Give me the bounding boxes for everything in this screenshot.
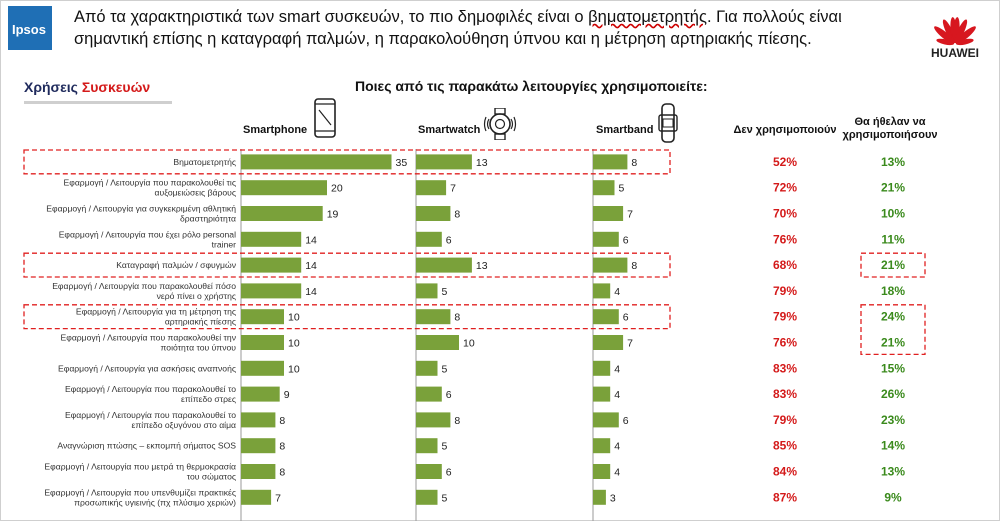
bar-smartwatch	[416, 283, 438, 298]
bar-value-smartwatch: 8	[454, 414, 461, 427]
not-used-pct: 83%	[772, 361, 798, 376]
bar-value-smartwatch: 5	[441, 285, 448, 298]
bar-smartband	[593, 206, 623, 221]
bar-value-smartwatch: 8	[454, 208, 461, 221]
bar-smartwatch	[416, 258, 472, 273]
row-label: Εφαρμογή / Λειτουργία που παρακολουθεί το	[64, 384, 236, 395]
not-used-pct: 52%	[772, 154, 798, 169]
row-label: αρτηριακής πίεσης	[164, 316, 236, 327]
bar-value-smartband: 8	[631, 260, 638, 273]
not-used-pct: 85%	[772, 438, 798, 453]
would-like-pct: 23%	[880, 412, 906, 427]
row-label: Βηματομετρητής	[173, 156, 236, 167]
bar-smartband	[593, 464, 610, 479]
bar-value-smartphone: 19	[326, 208, 339, 221]
bar-smartband	[593, 180, 615, 195]
not-used-pct: 76%	[772, 335, 798, 350]
bar-smartband	[593, 232, 619, 247]
bar-smartband	[593, 283, 610, 298]
bar-smartband	[593, 309, 619, 324]
bar-value-smartband: 3	[609, 492, 616, 505]
bar-value-smartphone: 8	[279, 440, 286, 453]
not-used-pct: 76%	[772, 232, 798, 247]
would-like-pct: 14%	[880, 438, 906, 453]
bar-smartwatch	[416, 154, 472, 169]
bar-smartband	[593, 335, 623, 350]
bar-value-smartband: 7	[627, 208, 633, 221]
bar-smartband	[593, 412, 619, 427]
bar-value-smartwatch: 7	[450, 182, 456, 195]
bar-value-smartband: 6	[622, 234, 629, 247]
not-used-pct: 79%	[772, 309, 798, 324]
headline-part-3: . Για πολλούς είναι σημαντική επίσης η καταγραφή παλμών, η παρακολούθηση ύπνου και η μέτρηση αρτηριακής πίεσης.	[74, 8, 842, 48]
not-used-pct: 79%	[772, 412, 798, 427]
bar-smartphone	[241, 490, 271, 505]
bar-value-smartphone: 10	[288, 337, 300, 350]
section-title-part-1: Χρήσεις	[24, 79, 82, 95]
row-label: του σώματος	[186, 471, 236, 482]
bar-smartwatch	[416, 206, 450, 221]
bar-value-smartband: 6	[622, 311, 629, 324]
not-used-pct: 70%	[772, 206, 798, 221]
bar-smartwatch	[416, 232, 442, 247]
bar-value-smartband: 4	[614, 285, 621, 298]
would-like-pct: 10%	[880, 206, 906, 221]
bar-value-smartwatch: 6	[445, 389, 452, 402]
bar-smartwatch	[416, 180, 446, 195]
row-label: Εφαρμογή / Λειτουργία που παρακολουθεί το	[64, 409, 236, 420]
would-like-pct: 21%	[880, 180, 906, 195]
row-label: επίπεδο στρες	[181, 394, 236, 405]
row-label: Εφαρμογή / Λειτουργία για τη μέτρηση της	[75, 306, 236, 317]
col-header-smartband: Smartband	[596, 124, 654, 136]
col-header-smartphone: Smartphone	[243, 124, 308, 136]
bar-smartphone	[241, 283, 301, 298]
bar-smartphone	[241, 180, 327, 195]
bar-smartwatch	[416, 309, 450, 324]
would-like-pct: 13%	[880, 464, 906, 479]
would-like-pct: 15%	[880, 361, 906, 376]
row-label: επίπεδο οξυγόνου στο αίμα	[131, 419, 236, 430]
row-label: προσωπικής υγιεινής (πχ πλύσιμο χεριών)	[74, 497, 236, 508]
bar-value-smartphone: 9	[283, 389, 290, 402]
section-title-part-2: Συσκευών	[81, 79, 151, 95]
bar-smartphone	[241, 438, 275, 453]
bar-value-smartphone: 8	[279, 414, 286, 427]
bar-value-smartwatch: 6	[445, 466, 452, 479]
not-used-pct: 87%	[772, 490, 798, 505]
ipsos-logo-text: Ipsos	[12, 22, 46, 37]
bar-value-smartphone: 7	[275, 492, 281, 505]
bar-value-smartphone: 14	[305, 285, 317, 298]
row-label: Εφαρμογή / Λειτουργία που υπενθυμίζει πρακτικές	[44, 487, 236, 498]
not-used-pct: 79%	[772, 283, 798, 298]
row-label: Εφαρμογή / Λειτουργία που παρακολουθεί την	[60, 332, 236, 343]
row-label: Εφαρμογή / Λειτουργία που παρακολουθεί τις	[63, 177, 236, 188]
bar-value-smartphone: 20	[331, 182, 343, 195]
would-like-pct: 9%	[884, 490, 902, 505]
row-label: Εφαρμογή / Λειτουργία για συγκεκριμένη αθλητική	[46, 203, 236, 214]
bar-value-smartphone: 35	[395, 156, 408, 169]
would-like-pct: 13%	[880, 154, 906, 169]
bar-value-smartband: 4	[614, 389, 621, 402]
bar-value-smartwatch: 6	[445, 234, 452, 247]
bar-value-smartwatch: 8	[454, 311, 461, 324]
bar-value-smartphone: 14	[305, 234, 317, 247]
bar-smartband	[593, 490, 606, 505]
bar-smartband	[593, 387, 610, 402]
bar-smartband	[593, 361, 610, 376]
bar-smartwatch	[416, 490, 438, 505]
bar-value-smartwatch: 13	[475, 260, 488, 273]
bar-smartphone	[241, 361, 284, 376]
would-like-pct: 24%	[880, 309, 906, 324]
col-header-not-used: Δεν χρησιμοποιούν	[733, 124, 837, 136]
would-like-pct: 21%	[880, 258, 906, 273]
not-used-pct: 72%	[772, 180, 798, 195]
bar-value-smartband: 7	[627, 337, 633, 350]
bar-smartwatch	[416, 361, 438, 376]
bar-smartwatch	[416, 464, 442, 479]
bar-value-smartphone: 10	[288, 363, 300, 376]
bar-smartwatch	[416, 387, 442, 402]
would-like-pct: 26%	[880, 387, 906, 402]
bar-smartband	[593, 438, 610, 453]
bar-value-smartband: 4	[614, 363, 621, 376]
bar-smartphone	[241, 387, 280, 402]
bar-smartphone	[241, 309, 284, 324]
bar-smartphone	[241, 154, 392, 169]
bar-value-smartwatch: 5	[441, 363, 448, 376]
row-label: αυξομειώσεις βάρους	[154, 187, 236, 198]
bar-smartwatch	[416, 335, 459, 350]
bar-smartphone	[241, 464, 275, 479]
huawei-logo-text: HUAWEI	[931, 46, 979, 60]
not-used-pct: 84%	[772, 464, 798, 479]
bar-smartphone	[241, 412, 275, 427]
would-like-pct: 21%	[880, 335, 906, 350]
row-label: Αναγνώριση πτώσης – εκπομπή σήματος SOS	[57, 440, 236, 451]
bar-value-smartwatch: 13	[475, 156, 488, 169]
bar-value-smartwatch: 10	[463, 337, 475, 350]
not-used-pct: 83%	[772, 387, 798, 402]
would-like-pct: 11%	[881, 232, 905, 247]
bar-smartband	[593, 154, 627, 169]
headline-part-2: βηματομετρητής	[588, 8, 707, 26]
bar-smartphone	[241, 232, 301, 247]
row-label: trainer	[211, 239, 236, 250]
col-header-would-like-line-2: χρησιμοποιήσουν	[842, 129, 938, 141]
row-label: Εφαρμογή / Λειτουργία για ασκήσεις αναπνοής	[58, 363, 236, 374]
bar-value-smartband: 5	[618, 182, 625, 195]
row-label: Εφαρμογή / Λειτουργία που μετρά τη θερμοκρασία	[44, 461, 236, 472]
bar-smartphone	[241, 258, 301, 273]
bar-value-smartband: 8	[631, 156, 638, 169]
bar-value-smartband: 6	[622, 414, 629, 427]
row-label: δραστηριότητα	[180, 213, 236, 224]
not-used-pct: 68%	[772, 258, 798, 273]
bar-value-smartphone: 10	[288, 311, 300, 324]
question-title: Ποιες από τις παρακάτω λειτουργίες χρησιμοποιείτε:	[355, 78, 708, 94]
bar-value-smartphone: 8	[279, 466, 286, 479]
bar-value-smartwatch: 5	[441, 492, 448, 505]
row-label: Εφαρμογή / Λειτουργία που παρακολουθεί πόσο	[52, 280, 236, 291]
row-label: νερό πίνει ο χρήστης	[156, 290, 236, 301]
bar-value-smartband: 4	[614, 466, 621, 479]
row-label: Εφαρμογή / Λειτουργία που έχει ρόλο personal	[58, 229, 236, 240]
would-like-pct: 18%	[880, 283, 906, 298]
row-label: Καταγραφή παλμών / σφυγμών	[116, 260, 236, 271]
bar-value-smartphone: 14	[305, 260, 317, 273]
col-header-smartwatch: Smartwatch	[418, 124, 481, 136]
row-label: ποιότητα του ύπνου	[160, 342, 236, 353]
bar-smartphone	[241, 335, 284, 350]
bar-value-smartband: 4	[614, 440, 621, 453]
bar-smartband	[593, 258, 627, 273]
col-header-would-like-line-1: Θα ήθελαν να	[854, 116, 926, 128]
bar-value-smartwatch: 5	[441, 440, 448, 453]
bar-smartwatch	[416, 412, 450, 427]
headline-part-1: Από τα χαρακτηριστικά των smart συσκευών, το πιο δημοφιλές είναι ο	[74, 8, 589, 26]
bar-smartwatch	[416, 438, 438, 453]
bar-smartphone	[241, 206, 323, 221]
